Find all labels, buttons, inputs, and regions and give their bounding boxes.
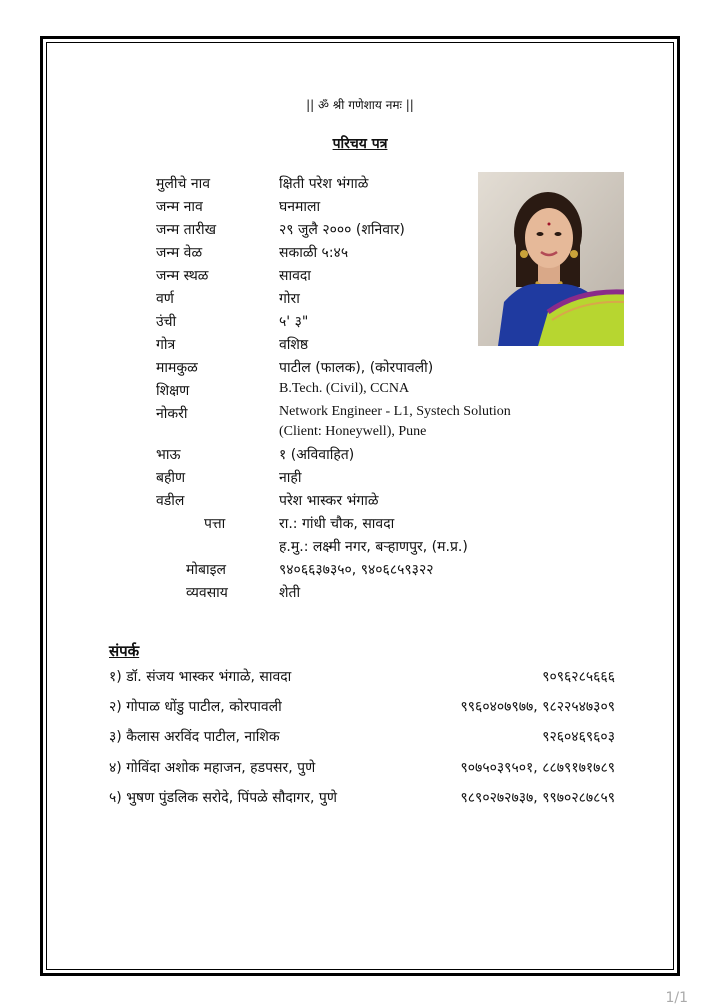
contact-name: ३) कैलास अरविंद पाटील, नाशिक <box>109 729 280 745</box>
value-sister: नाही <box>279 470 302 486</box>
contact-name: ५) भुषण पुंडलिक सरोदे, पिंपळे सौदागर, पुणे <box>109 790 337 806</box>
value-father: परेश भास्कर भंगाळे <box>279 493 379 509</box>
value-birth-time: सकाळी ५:४५ <box>279 245 349 261</box>
label-occupation: व्यवसाय <box>186 585 228 601</box>
label-gotra: गोत्र <box>156 337 176 353</box>
value-height: ५' ३" <box>279 314 309 330</box>
label-birth-time: जन्म वेळ <box>156 245 203 261</box>
contacts-heading: संपर्क <box>109 642 140 660</box>
value-birth-name: घनमाला <box>279 199 321 215</box>
value-birth-place: सावदा <box>279 268 311 284</box>
profile-photo <box>478 172 624 346</box>
value-gotra: वशिष्ठ <box>279 337 309 353</box>
contact-name: १) डॉ. संजय भास्कर भंगाळे, सावदा <box>109 669 292 685</box>
label-education: शिक्षण <box>156 383 190 399</box>
value-complexion: गोरा <box>279 291 300 307</box>
label-birth-place: जन्म स्थळ <box>156 268 209 284</box>
value-education: B.Tech. (Civil), CCNA <box>279 381 410 396</box>
contact-name: ४) गोविंदा अशोक महाजन, हडपसर, पुणे <box>109 760 316 776</box>
value-birth-date: २९ जुलै २००० (शनिवार) <box>279 222 405 238</box>
contact-phone: ९८९०२७२७३७, ९९७०२८७८५९ <box>460 790 615 806</box>
value-brother: १ (अविवाहित) <box>279 447 355 463</box>
value-address-current: ह.मु.: लक्ष्मी नगर, बऱ्हाणपुर, (म.प्र.) <box>279 539 468 555</box>
value-mobile: ९४०६६३७३५०, ९४०६८५९३२२ <box>279 562 434 578</box>
value-occupation: शेती <box>279 585 301 601</box>
label-maternal-clan: मामकुळ <box>156 360 198 376</box>
label-address: पत्ता <box>204 516 226 532</box>
label-height: उंची <box>156 314 177 330</box>
value-address: रा.: गांधी चौक, सावदा <box>279 516 395 532</box>
label-father: वडील <box>156 493 185 509</box>
value-job: Network Engineer - L1, Systech Solution <box>279 404 511 419</box>
contact-phone: ९२६०४६९६०३ <box>542 729 615 745</box>
label-name: मुलीचे नाव <box>156 176 211 192</box>
label-mobile: मोबाइल <box>186 562 226 578</box>
label-sister: बहीण <box>156 470 186 486</box>
invocation-line: || ॐ श्री गणेशाय नमः || <box>306 98 414 112</box>
contact-name: २) गोपाळ धोंडु पाटील, कोरपावली <box>109 699 282 715</box>
page-number: 1/1 <box>665 990 688 1006</box>
label-birth-date: जन्म तारीख <box>156 222 217 238</box>
value-name: क्षिती परेश भंगाळे <box>279 176 369 192</box>
label-job: नोकरी <box>156 406 188 422</box>
label-complexion: वर्ण <box>156 291 174 307</box>
contact-phone: ९९६०४०७९७७, ९८२२५४७३०९ <box>460 699 615 715</box>
value-maternal-clan: पाटील (फालक), (कोरपावली) <box>279 360 434 376</box>
document-title: परिचय पत्र <box>332 136 388 152</box>
contact-phone: ९०७५०३९५०१, ८८७९१७१७८९ <box>460 760 615 776</box>
value-job-client: (Client: Honeywell), Pune <box>279 424 427 439</box>
label-birth-name: जन्म नाव <box>156 199 203 215</box>
label-brother: भाऊ <box>156 447 181 463</box>
contact-phone: ९०९६२८५६६६ <box>542 669 615 685</box>
